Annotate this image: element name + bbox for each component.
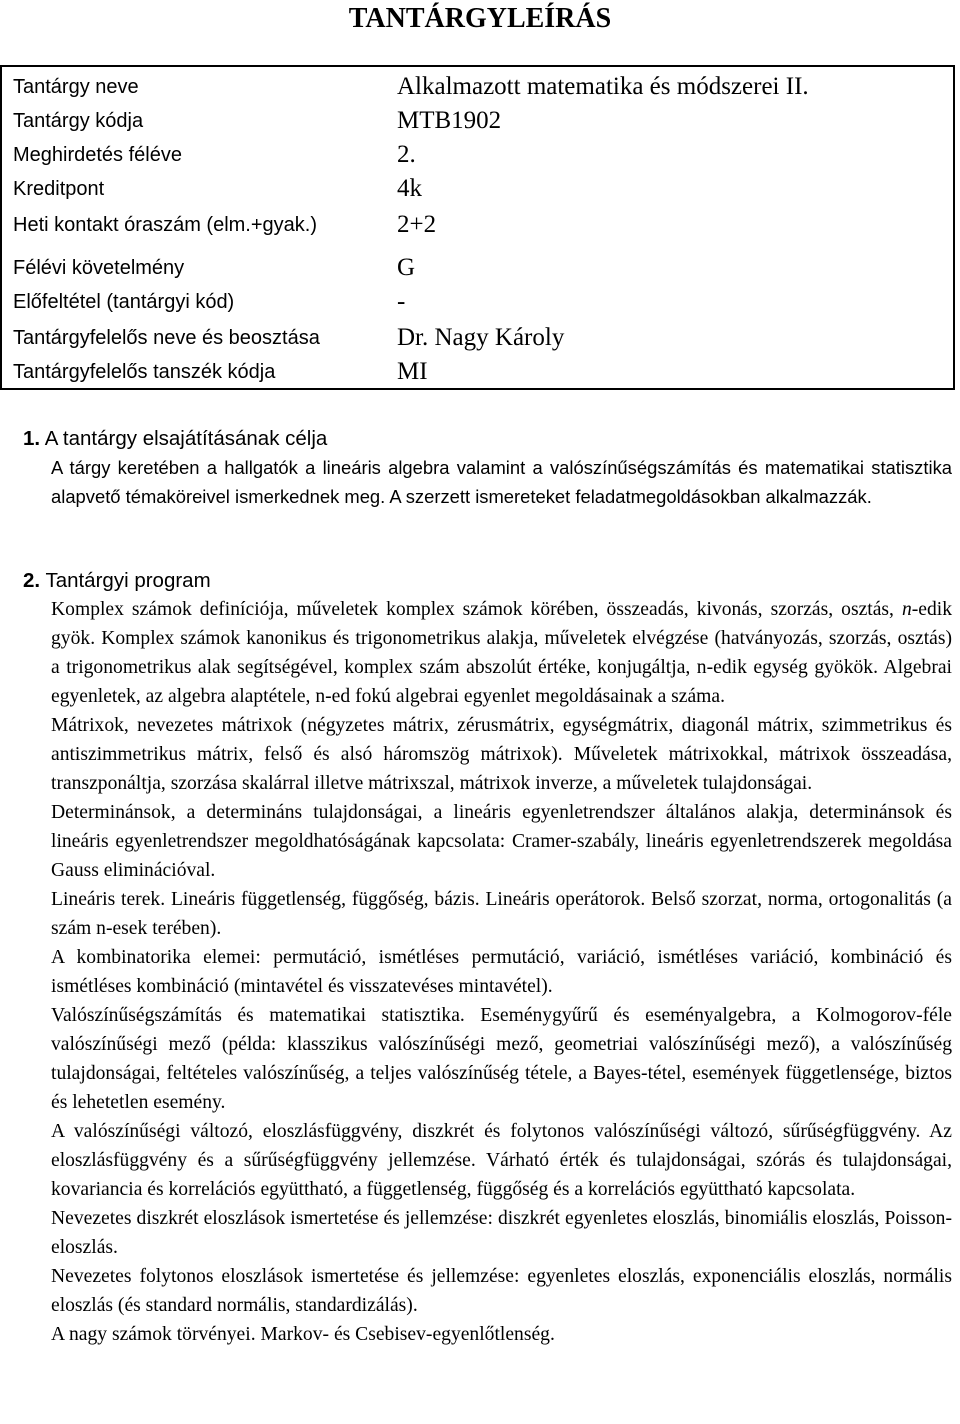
program-paragraph: Valószínűségszámítás és matematikai statisztika. Eseménygyűrű és eseményalgebra, a Kolmogorov-féle valószínűségi mező (példa: klasszikus valószínűségi mező, geometriai valószínűségi mező), a valószínűség tulajdonságai, feltételes valószínűség, a teljes valószínűség tétele, a Bayes-tétel, események függetlensége, biztos és lehetetlen esemény. [51,1005,952,1113]
program-text-italic: n [901,599,912,620]
info-label: Tantárgyfelelős tanszék kódja [13,361,276,383]
program-text: -edik gyök. Komplex számok kanonikus és trigonometrikus alakja, műveletek elvégzése (hatványozás, szorzás, osztás) a trigonometrikus alak segítségével, komplex szám abszolút értéke, konjugáltja, n-edik egység gyökök. Algebrai egyenletek, az algebra alaptétele, n-ed fokú algebrai egyenlet megoldásainak a száma. [51,599,952,707]
info-row-responsible [2,321,953,355]
info-row-prerequisite [2,285,953,319]
info-value: Alkalmazott matematika és módszerei II. [397,73,809,100]
page-title: TANTÁRGYLEÍRÁS [348,3,612,34]
info-label: Kreditpont [13,178,105,200]
section-course-program [0,566,960,1349]
info-row-department [2,355,953,389]
info-value: MI [397,358,428,385]
program-paragraph: Mátrixok, nevezetes mátrixok (négyzetes mátrix, zérusmátrix, egységmátrix, diagonál mátrix, szimmetrikus és antiszimmetrikus mátrix, felső és alsó háromszög mátrixok). Műveletek mátrixokkal, mátrixok összeadása, transzponáltja, szorzása skalárral illetve mátrixszal, mátrixok inverze, a műveletek tulajdonságai. [51,715,952,794]
program-paragraph: Lineáris terek. Lineáris függetlenség, függőség, bázis. Lineáris operátorok. Belső szorzat, norma, ortogonalitás (a szám n-esek terében). [51,889,952,939]
goal-paragraph: A tárgy keretében a hallgatók a lineáris algebra valamint a valószínűségszámítás és matematikai statisztika alapvető témaköreivel ismerkednek meg. A szerzett ismereteket feladatmegoldásokban alkalmazzák. [51,457,952,507]
program-paragraph: Nevezetes diszkrét eloszlások ismertetése és jellemzése: diszkrét egyenletes eloszlás, binomiális eloszlás, Poisson-eloszlás. [51,1208,952,1258]
section-number: 1. [23,427,41,450]
info-label: Heti kontakt óraszám (elm.+gyak.) [13,214,317,236]
program-paragraph: A kombinatorika elemei: permutáció, ismétléses permutáció, variáció, ismétléses variáció, kombináció és ismétléses kombináció (mintavétel és visszatevéses mintavétel). [51,947,952,997]
program-paragraph [51,595,952,711]
section-heading [23,424,960,453]
section-number: 2. [23,569,41,592]
section-title: A tantárgy elsajátításának célja [44,427,328,450]
info-value: 2. [397,141,416,168]
info-value: 4k [397,175,422,202]
section-heading [23,566,960,595]
info-value: - [397,288,406,315]
program-paragraph: A nagy számok törvényei. Markov- és Csebisev-egyenlőtlenség. [51,1324,555,1345]
info-label: Tantárgy neve [13,76,139,98]
section-body [51,453,952,511]
section-title: Tantárgyi program [45,569,211,592]
info-row-requirement [2,251,953,285]
info-row-semester [2,138,953,172]
info-row-credits [2,172,953,206]
info-label: Tantárgy kódja [13,110,144,132]
course-info-table [0,65,955,390]
info-value: MTB1902 [397,107,502,134]
info-label: Tantárgyfelelős neve és beosztása [13,327,320,349]
info-row-course-name [2,70,953,104]
info-value: 2+2 [397,211,437,238]
info-label: Előfeltétel (tantárgyi kód) [13,291,235,313]
program-paragraph: Nevezetes folytonos eloszlások ismertetése és jellemzése: egyenletes eloszlás, exponenciális eloszlás, normális eloszlás (és standard normális, standardizálás). [51,1266,952,1316]
info-value: G [397,254,416,281]
info-label: Félévi követelmény [13,257,185,279]
info-label: Meghirdetés féléve [13,144,182,166]
info-value: Dr. Nagy Károly [397,324,565,351]
info-row-weekly-hours [2,208,953,242]
program-paragraph: A valószínűségi változó, eloszlásfüggvény, diszkrét és folytonos valószínűségi változó, sűrűségfüggvény. Az eloszlásfüggvény és a sűrűségfüggvény jellemzése. Várható érték és tulajdonságai, szórás és tulajdonságai, kovariancia és korrelációs együttható, a függetlenség, függőség és a korrelációs együttható kapcsolata. [51,1121,952,1200]
section-body [51,595,952,1349]
section-course-goal [0,424,960,511]
program-paragraph: Determinánsok, a determináns tulajdonságai, a lineáris egyenletrendszer általános alakja, determinánsok és lineáris egyenletrendszer megoldhatóságának kapcsolata: Cramer-szabály, lineáris egyenletrendszerek megoldása Gauss eliminációval. [51,802,952,881]
info-row-course-code [2,104,953,138]
program-text: Komplex számok definíciója, műveletek komplex számok körében, összeadás, kivonás, szorzás, osztás, [51,599,902,620]
